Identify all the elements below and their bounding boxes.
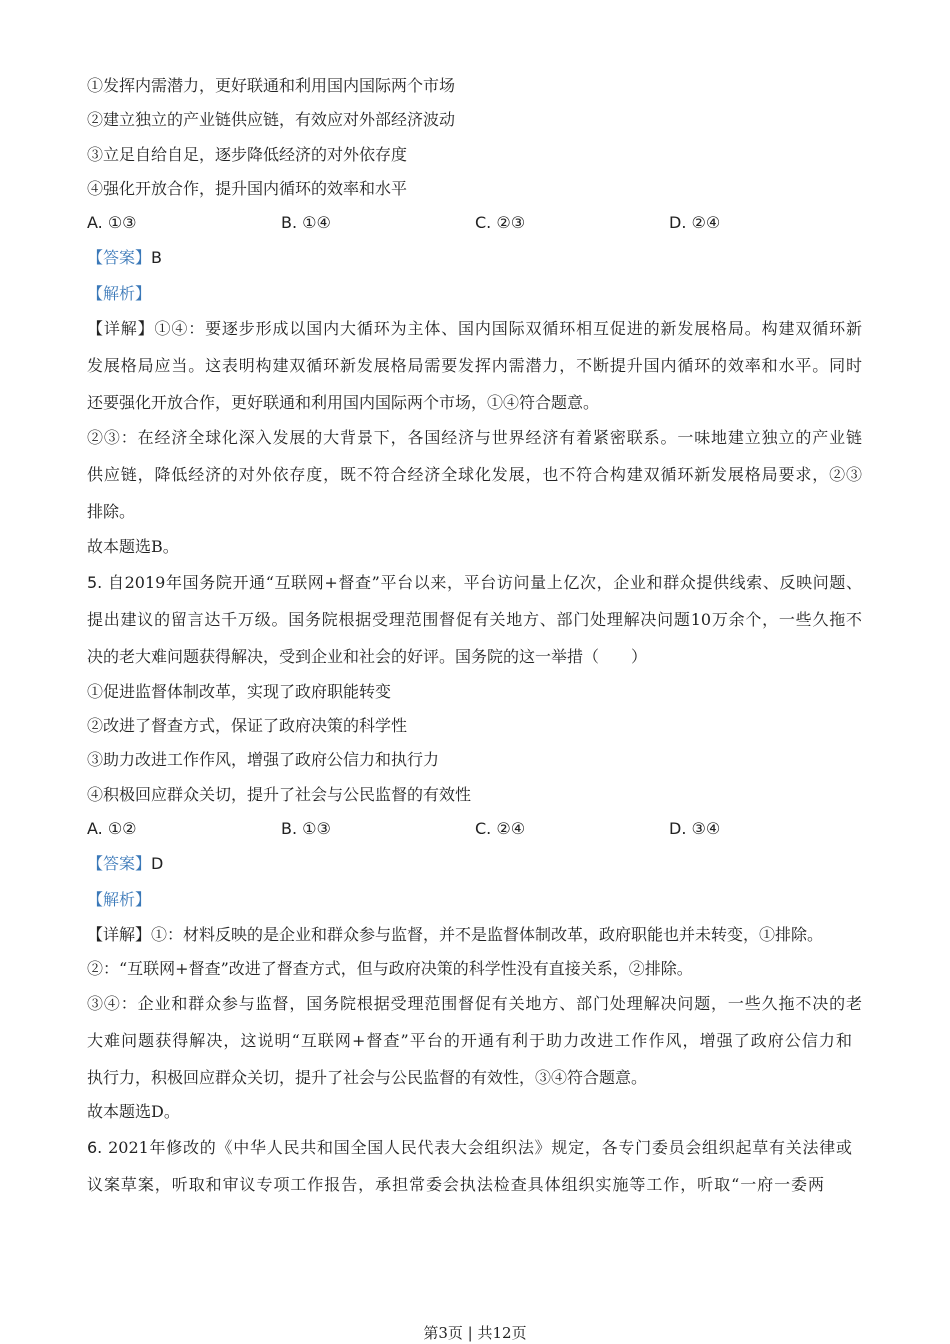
analysis-label: 【解析】 [87, 890, 152, 909]
option-b: B. ①③ [281, 819, 331, 838]
option-d: D. ③④ [669, 819, 721, 838]
conclusion: 故本题选B。 [87, 537, 179, 556]
detail-line: ③④：企业和群众参与监督，国务院根据受理范围督促有关地方、部门处理解决问题，一些久拖不决的老 [87, 994, 862, 1013]
answer-value: B [151, 248, 162, 267]
statement: ③助力改进工作作风，增强了政府公信力和执行力 [87, 750, 440, 769]
answer-label: 【答案】 [87, 248, 152, 267]
statement: ④强化开放合作，提升国内循环的效率和水平 [87, 179, 408, 198]
detail-line: 执行力，积极回应群众关切，提升了社会与公民监督的有效性，③④符合题意。 [87, 1068, 648, 1087]
option-a: A. ①② [87, 819, 137, 838]
stem-line: 议案草案，听取和审议专项工作报告，承担常委会执法检查具体组织实施等工作，听取“一府一委两 [87, 1175, 824, 1194]
answer-value: D [151, 854, 164, 873]
detail-line [87, 318, 862, 340]
option-c: C. ②④ [475, 819, 526, 838]
option-c: C. ②③ [475, 213, 526, 232]
answer-line [87, 853, 163, 875]
detail-line: 排除。 [87, 502, 136, 521]
question-number: 5. [87, 573, 103, 592]
detail-line: ②：“互联网+督查”改进了督查方式，但与政府决策的科学性没有直接关系，②排除。 [87, 959, 693, 978]
detail-line: 大难问题获得解决，这说明“互联网+督查”平台的开通有利于助力改进工作作风，增强了政府公信力和 [87, 1031, 852, 1050]
detail-line: 还要强化开放合作，更好联通和利用国内国际两个市场，①④符合题意。 [87, 393, 600, 412]
detail-label: 【详解】 [87, 319, 155, 338]
analysis-label: 【解析】 [87, 284, 152, 303]
detail-label: 【详解】 [87, 925, 152, 944]
conclusion: 故本题选D。 [87, 1102, 180, 1121]
detail-line [87, 924, 823, 946]
option-a: A. ①③ [87, 213, 137, 232]
statement: ②建立独立的产业链供应链，有效应对外部经济波动 [87, 110, 456, 129]
option-d: D. ②④ [669, 213, 721, 232]
question-number: 6. [87, 1138, 103, 1157]
statement: ②改进了督查方式，保证了政府决策的科学性 [87, 716, 408, 735]
stem-text: 自2019年国务院开通“互联网+督查”平台以来，平台访问量上亿次，企业和群众提供线索、反映问题、 [102, 573, 862, 592]
statement: ①促进监督体制改革，实现了政府职能转变 [87, 682, 392, 701]
detail-line: ②③：在经济全球化深入发展的大背景下，各国经济与世界经济有着紧密联系。一味地建立独立的产业链 [87, 428, 862, 447]
question-6-stem [87, 1137, 852, 1159]
detail-line: 发展格局应当。这表明构建双循环新发展格局需要发挥内需潜力，不断提升国内循环的效率和水平。同时 [87, 356, 862, 375]
statement: ④积极回应群众关切，提升了社会与公民监督的有效性 [87, 785, 472, 804]
answer-label: 【答案】 [87, 854, 152, 873]
detail-line: 供应链，降低经济的对外依存度，既不符合经济全球化发展，也不符合构建双循环新发展格局要求，②③ [87, 465, 862, 484]
stem-text: 2021年修改的《中华人民共和国全国人民代表大会组织法》规定，各专门委员会组织起草有关法律或 [102, 1138, 852, 1157]
detail-text: ①④：要逐步形成以国内大循环为主体、国内国际双循环相互促进的新发展格局。构建双循环新 [154, 319, 862, 338]
stem-line: 提出建议的留言达千万级。国务院根据受理范围督促有关地方、部门处理解决问题10万余个，一些久拖不 [87, 610, 862, 629]
stem-line: 决的老大难问题获得解决，受到企业和社会的好评。国务院的这一举措（ ） [87, 647, 648, 666]
page-footer: 第3页 | 共12页 [423, 1324, 527, 1342]
question-5-stem [87, 572, 862, 594]
statement: ③立足自给自足，逐步降低经济的对外依存度 [87, 145, 408, 164]
answer-line [87, 247, 162, 269]
detail-text: ①：材料反映的是企业和群众参与监督，并不是监督体制改革，政府职能也并未转变，①排除。 [151, 925, 824, 944]
statement: ①发挥内需潜力，更好联通和利用国内国际两个市场 [87, 76, 456, 95]
option-b: B. ①④ [281, 213, 331, 232]
